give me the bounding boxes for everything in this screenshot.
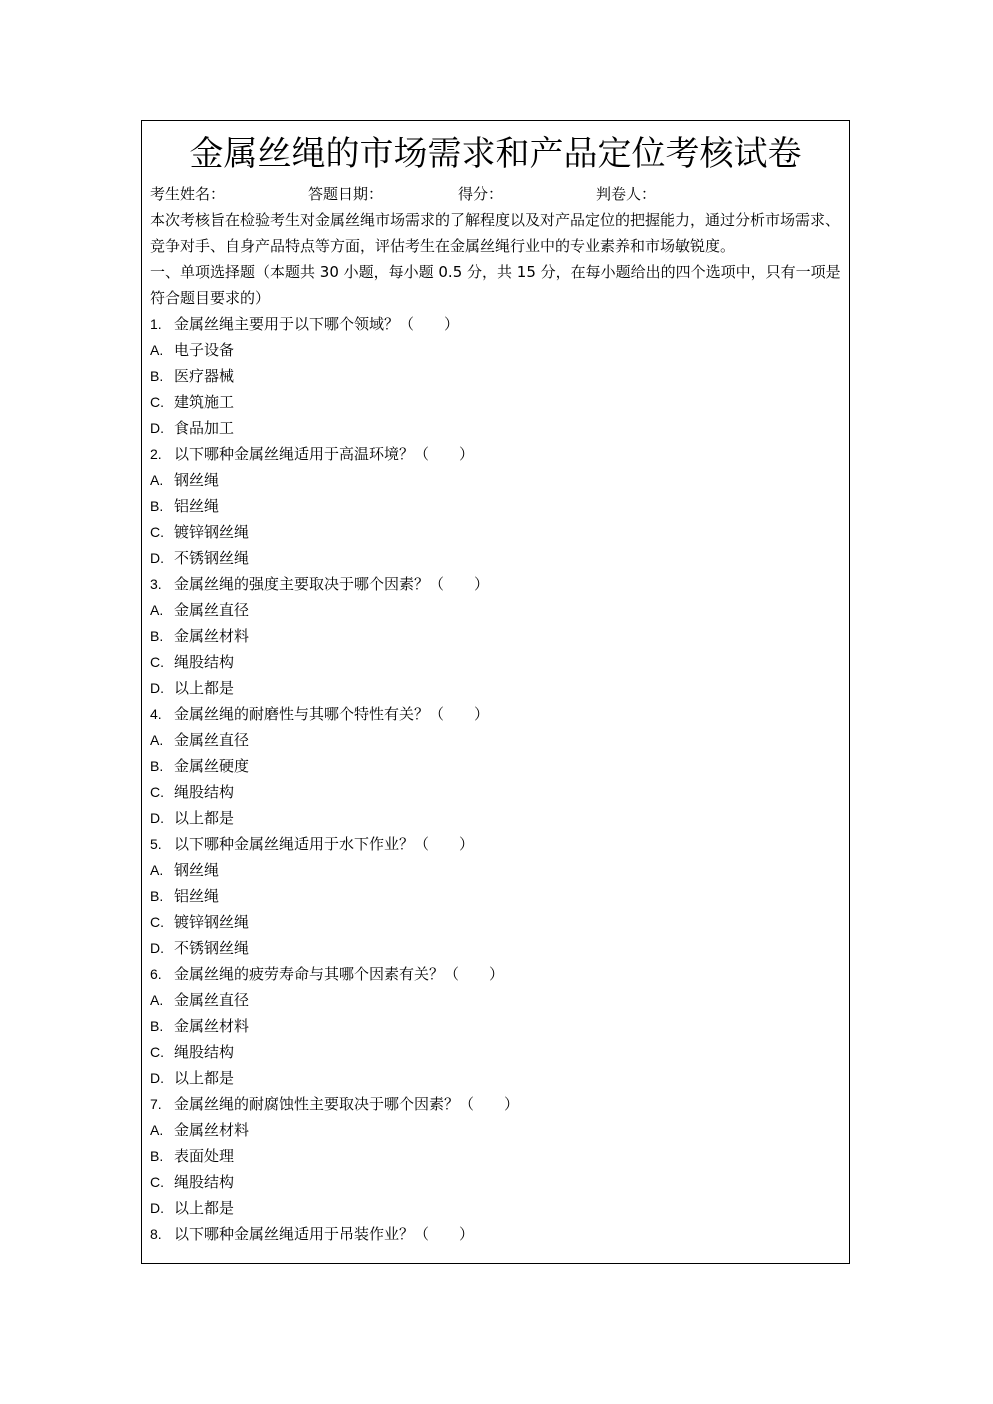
grader-label: 判卷人： bbox=[596, 185, 657, 203]
option-text: 电子设备 bbox=[174, 341, 235, 359]
option-letter: D. bbox=[150, 940, 164, 956]
option-text: 金属丝直径 bbox=[174, 991, 250, 1009]
question-number: 2. bbox=[150, 446, 162, 462]
answer-option bbox=[150, 493, 849, 519]
answer-option bbox=[150, 519, 849, 545]
option-letter: B. bbox=[150, 758, 164, 774]
intro-paragraph: 本次考核旨在检验考生对金属丝绳市场需求的了解程度以及对产品定位的把握能力，通过分析市场需求、竞争对手、自身产品特点等方面，评估考生在金属丝绳行业中的专业素养和市场敏锐度。 bbox=[150, 211, 841, 255]
question-list bbox=[150, 311, 849, 1247]
answer-option bbox=[150, 1065, 849, 1091]
option-text: 不锈钢丝绳 bbox=[174, 939, 250, 957]
option-text: 以上都是 bbox=[174, 679, 235, 697]
option-text: 不锈钢丝绳 bbox=[174, 549, 250, 567]
answer-option bbox=[150, 935, 849, 961]
question-stem bbox=[150, 831, 849, 857]
option-letter: D. bbox=[150, 680, 164, 696]
question-text: 金属丝绳的耐腐蚀性主要取决于哪个因素？（ ） bbox=[174, 1095, 520, 1113]
option-letter: B. bbox=[150, 368, 164, 384]
option-letter: D. bbox=[150, 1200, 164, 1216]
option-text: 钢丝绳 bbox=[174, 861, 220, 879]
option-text: 镀锌钢丝绳 bbox=[174, 523, 250, 541]
answer-option bbox=[150, 1117, 849, 1143]
option-letter: B. bbox=[150, 1148, 164, 1164]
question-number: 1. bbox=[150, 316, 162, 332]
student-name-label: 考生姓名： bbox=[150, 185, 226, 203]
option-letter: A. bbox=[150, 992, 164, 1008]
answer-option bbox=[150, 389, 849, 415]
question-stem bbox=[150, 1091, 849, 1117]
question-text: 金属丝绳的强度主要取决于哪个因素？（ ） bbox=[174, 575, 490, 593]
option-text: 铝丝绳 bbox=[174, 887, 220, 905]
option-letter: C. bbox=[150, 654, 164, 670]
option-text: 金属丝硬度 bbox=[174, 757, 250, 775]
option-text: 绳股结构 bbox=[174, 653, 235, 671]
option-text: 金属丝材料 bbox=[174, 627, 250, 645]
option-letter: D. bbox=[150, 1070, 164, 1086]
option-text: 以上都是 bbox=[174, 1069, 235, 1087]
answer-date-label: 答题日期： bbox=[308, 185, 384, 203]
option-text: 建筑施工 bbox=[174, 393, 235, 411]
option-text: 铝丝绳 bbox=[174, 497, 220, 515]
page-title: 金属丝绳的市场需求和产品定位考核试卷 bbox=[189, 134, 802, 174]
option-text: 金属丝材料 bbox=[174, 1017, 250, 1035]
question-text: 以下哪种金属丝绳适用于水下作业？（ ） bbox=[174, 835, 475, 853]
question-stem bbox=[150, 441, 849, 467]
option-text: 绳股结构 bbox=[174, 1043, 235, 1061]
option-text: 金属丝材料 bbox=[174, 1121, 250, 1139]
option-text: 金属丝直径 bbox=[174, 601, 250, 619]
question-stem bbox=[150, 1221, 849, 1247]
answer-option bbox=[150, 363, 849, 389]
answer-option bbox=[150, 1143, 849, 1169]
answer-option bbox=[150, 909, 849, 935]
option-text: 以上都是 bbox=[174, 1199, 235, 1217]
score-label: 得分： bbox=[458, 185, 504, 203]
question-number: 4. bbox=[150, 706, 162, 722]
option-letter: C. bbox=[150, 394, 164, 410]
option-letter: C. bbox=[150, 1174, 164, 1190]
answer-option bbox=[150, 987, 849, 1013]
option-letter: B. bbox=[150, 498, 164, 514]
question-number: 3. bbox=[150, 576, 162, 592]
answer-option bbox=[150, 415, 849, 441]
question-text: 金属丝绳主要用于以下哪个领域？（ ） bbox=[174, 315, 460, 333]
exam-info-line bbox=[150, 181, 849, 207]
question-number: 6. bbox=[150, 966, 162, 982]
option-text: 绳股结构 bbox=[174, 783, 235, 801]
section-heading: 一、单项选择题（本题共 30 小题，每小题 0.5 分，共 15 分，在每小题给出的四个选项中，只有一项是符合题目要求的） bbox=[150, 263, 841, 307]
answer-option bbox=[150, 727, 849, 753]
option-letter: D. bbox=[150, 550, 164, 566]
answer-option bbox=[150, 857, 849, 883]
option-letter: A. bbox=[150, 732, 164, 748]
question-stem bbox=[150, 701, 849, 727]
option-letter: C. bbox=[150, 784, 164, 800]
answer-option bbox=[150, 1013, 849, 1039]
answer-option bbox=[150, 779, 849, 805]
question-text: 以下哪种金属丝绳适用于高温环境？（ ） bbox=[174, 445, 475, 463]
option-text: 钢丝绳 bbox=[174, 471, 220, 489]
answer-option bbox=[150, 675, 849, 701]
question-number: 5. bbox=[150, 836, 162, 852]
answer-option bbox=[150, 883, 849, 909]
answer-option bbox=[150, 1195, 849, 1221]
answer-option bbox=[150, 467, 849, 493]
option-letter: C. bbox=[150, 524, 164, 540]
question-text: 金属丝绳的耐磨性与其哪个特性有关？（ ） bbox=[174, 705, 490, 723]
option-letter: A. bbox=[150, 342, 164, 358]
question-stem bbox=[150, 311, 849, 337]
option-text: 绳股结构 bbox=[174, 1173, 235, 1191]
answer-option bbox=[150, 805, 849, 831]
option-text: 金属丝直径 bbox=[174, 731, 250, 749]
question-number: 7. bbox=[150, 1096, 162, 1112]
answer-option bbox=[150, 1169, 849, 1195]
answer-option bbox=[150, 545, 849, 571]
question-stem bbox=[150, 571, 849, 597]
answer-option bbox=[150, 753, 849, 779]
option-letter: B. bbox=[150, 888, 164, 904]
exam-paper bbox=[141, 120, 850, 1264]
option-text: 食品加工 bbox=[174, 419, 235, 437]
answer-option bbox=[150, 597, 849, 623]
question-number: 8. bbox=[150, 1226, 162, 1242]
question-text: 金属丝绳的疲劳寿命与其哪个因素有关？（ ） bbox=[174, 965, 505, 983]
option-letter: B. bbox=[150, 1018, 164, 1034]
question-text: 以下哪种金属丝绳适用于吊装作业？（ ） bbox=[174, 1225, 475, 1243]
answer-option bbox=[150, 1039, 849, 1065]
option-letter: C. bbox=[150, 914, 164, 930]
answer-option bbox=[150, 337, 849, 363]
option-letter: D. bbox=[150, 420, 164, 436]
option-letter: D. bbox=[150, 810, 164, 826]
option-text: 表面处理 bbox=[174, 1147, 235, 1165]
option-letter: A. bbox=[150, 862, 164, 878]
option-text: 医疗器械 bbox=[174, 367, 235, 385]
option-letter: C. bbox=[150, 1044, 164, 1060]
question-stem bbox=[150, 961, 849, 987]
option-letter: A. bbox=[150, 472, 164, 488]
option-text: 镀锌钢丝绳 bbox=[174, 913, 250, 931]
answer-option bbox=[150, 649, 849, 675]
option-letter: A. bbox=[150, 602, 164, 618]
answer-option bbox=[150, 623, 849, 649]
option-letter: B. bbox=[150, 628, 164, 644]
option-letter: A. bbox=[150, 1122, 164, 1138]
option-text: 以上都是 bbox=[174, 809, 235, 827]
